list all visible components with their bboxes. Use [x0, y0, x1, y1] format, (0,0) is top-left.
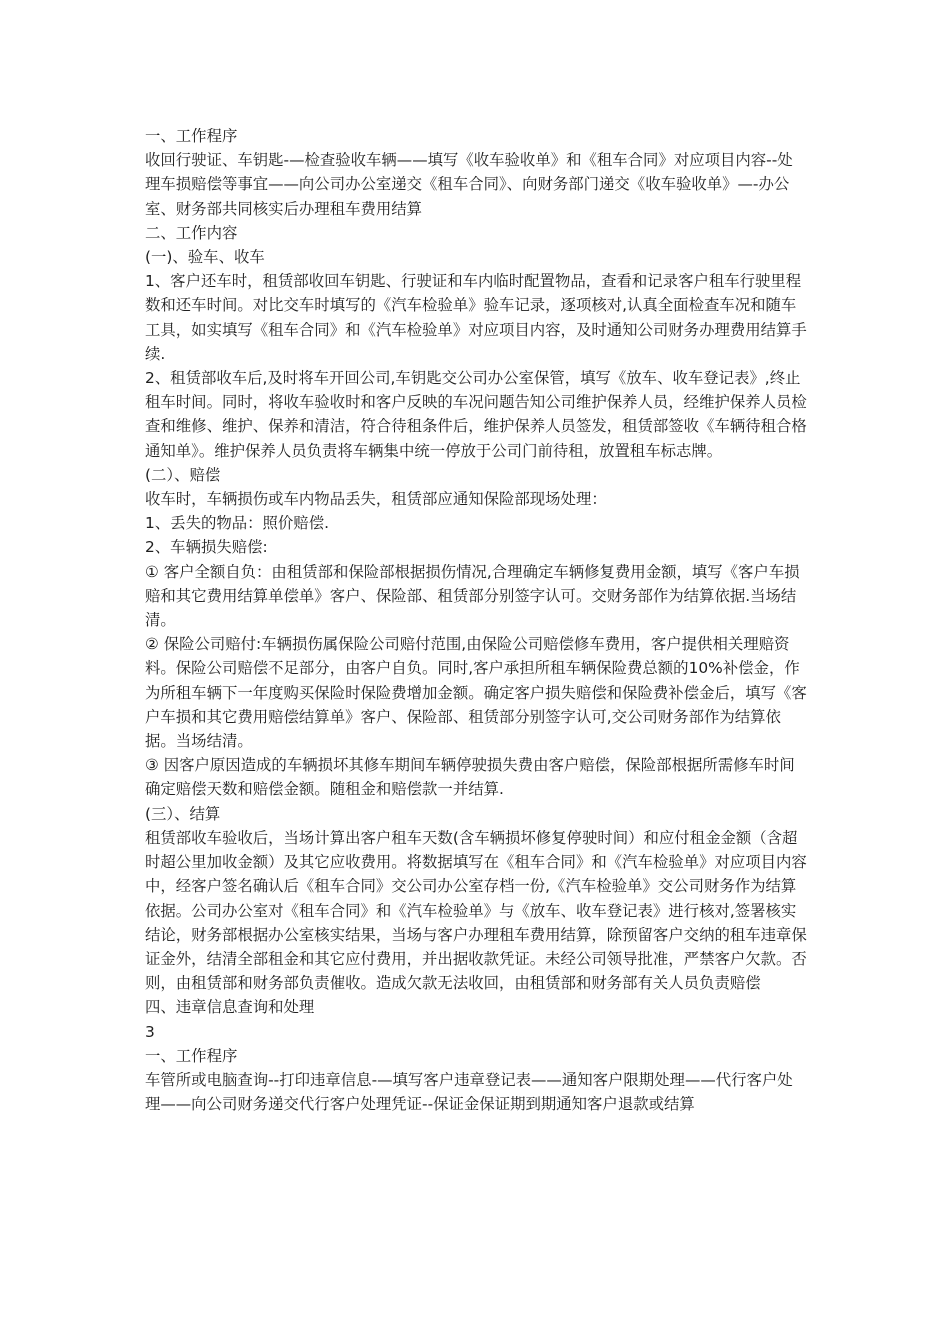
paragraph-after-receive: 2、租赁部收车后,及时将车开回公司,车钥匙交公司办公室保管，填写《放车、收车登记表》,终止租车时间。同时，将收车验收时和客户反映的车况问题告知公司维护保养人员，经维护保养人员检查和维修、维护、保养和清洁，符合待租条件后，维护保养人员签发，租赁部签收《车辆待租合格通知单》。维护保养人员负责将车辆集中统一停放于公司门前待租，放置租车标志牌。	[145, 369, 807, 460]
section-heading-violation: 四、违章信息查询和处理	[145, 998, 315, 1017]
section-heading-work-procedure: 一、工作程序	[145, 127, 238, 145]
paragraph-settlement: 租赁部收车验收后，当场计算出客户租车天数(含车辆损坏修复停驶时间）和应付租金金额（含超时超公里加收金额）及其它应收费用。将数据填写在《租车合同》和《汽车检验单》对应项目内容中，经客户签名确认后《租车合同》交公司办公室存档一份,《汽车检验单》交公司财务作为结算依据。公司办公室对《租车合同》和《汽车检验单》与《放车、收车登记表》进行核对,签署核实结论，财务部根据办公室核实结果，当场与客户办理租车费用结算，除预留客户交纳的租车违章保证金外，结清全部租金和其它应付费用，并出据收款凭证。未经公司领导批准，严禁客户欠款。否则，由租赁部和财务部负责催收。造成欠款无法收回，由租赁部和财务部有关人员负责赔偿	[145, 828, 807, 993]
procedure-flow-text: 收回行驶证、车钥匙-—检查验收车辆——填写《收车验收单》和《租车合同》对应项目内容--处理车损赔偿等事宜——向公司办公室递交《租车合同》、向财务部门递交《收车验收单》—-办公室、财务部共同核实后办理租车费用结算	[145, 151, 793, 218]
subheading-settlement: (三）、结算	[145, 804, 221, 823]
subheading-compensation: (二）、赔偿	[145, 465, 221, 484]
page-number: 3	[145, 1022, 155, 1041]
section-heading-work-procedure-2: 一、工作程序	[145, 1046, 238, 1065]
paragraph-vehicle-loss: 2、车辆损失赔偿:	[145, 538, 268, 557]
paragraph-insurance-pay: ② 保险公司赔付:车辆损伤属保险公司赔付范围,由保险公司赔偿修车费用，客户提供相关理赔资料。保险公司赔偿不足部分，由客户自负。同时,客户承担所租车辆保险费总额的10%补偿金，作为所租车辆下一年度购买保险时保险费增加金额。确定客户损失赔偿和保险费补偿金后，填写《客户车损和其它费用赔偿结算单》客户、保险部、租赁部分别签字认可,交公司财务部作为结算依据。当场结清。	[145, 635, 807, 751]
paragraph-damage-intro: 收车时，车辆损伤或车内物品丢失，租赁部应通知保险部现场处理：	[145, 490, 607, 509]
section-heading-work-content: 二、工作内容	[145, 223, 238, 242]
paragraph-return-car: 1、客户还车时，租赁部收回车钥匙、行驶证和车内临时配置物品，查看和记录客户租车行驶里程数和还车时间。对比交车时填写的《汽车检验单》验车记录，逐项核对,认真全面检查车况和随车工具，如实填写《租车合同》和《汽车检验单》对应项目内容，及时通知公司财务办理费用结算手续.	[145, 272, 807, 363]
violation-flow-text: 车管所或电脑查询--打印违章信息-—填写客户违章登记表——通知客户限期处理——代行客户处理——向公司财务递交代行客户处理凭证--保证金保证期到期通知客户退款或结算	[145, 1070, 793, 1114]
document-body	[145, 124, 807, 1116]
subheading-inspect-receive: (一)、验车、收车	[145, 248, 265, 267]
paragraph-customer-fault: ③ 因客户原因造成的车辆损坏其修车期间车辆停驶损失费由客户赔偿，保险部根据所需修车时间确定赔偿天数和赔偿金额。随租金和赔偿款一并结算.	[145, 756, 795, 799]
paragraph-customer-full-pay: ① 客户全额自负：由租赁部和保险部根据损伤情况,合理确定车辆修复费用金额，填写《客户车损赔和其它费用结算单偿单》客户、保险部、租赁部分别签字认可。交财务部作为结算依据.当场结清。	[145, 562, 800, 630]
paragraph-lost-items: 1、丢失的物品：照价赔偿.	[145, 514, 329, 533]
